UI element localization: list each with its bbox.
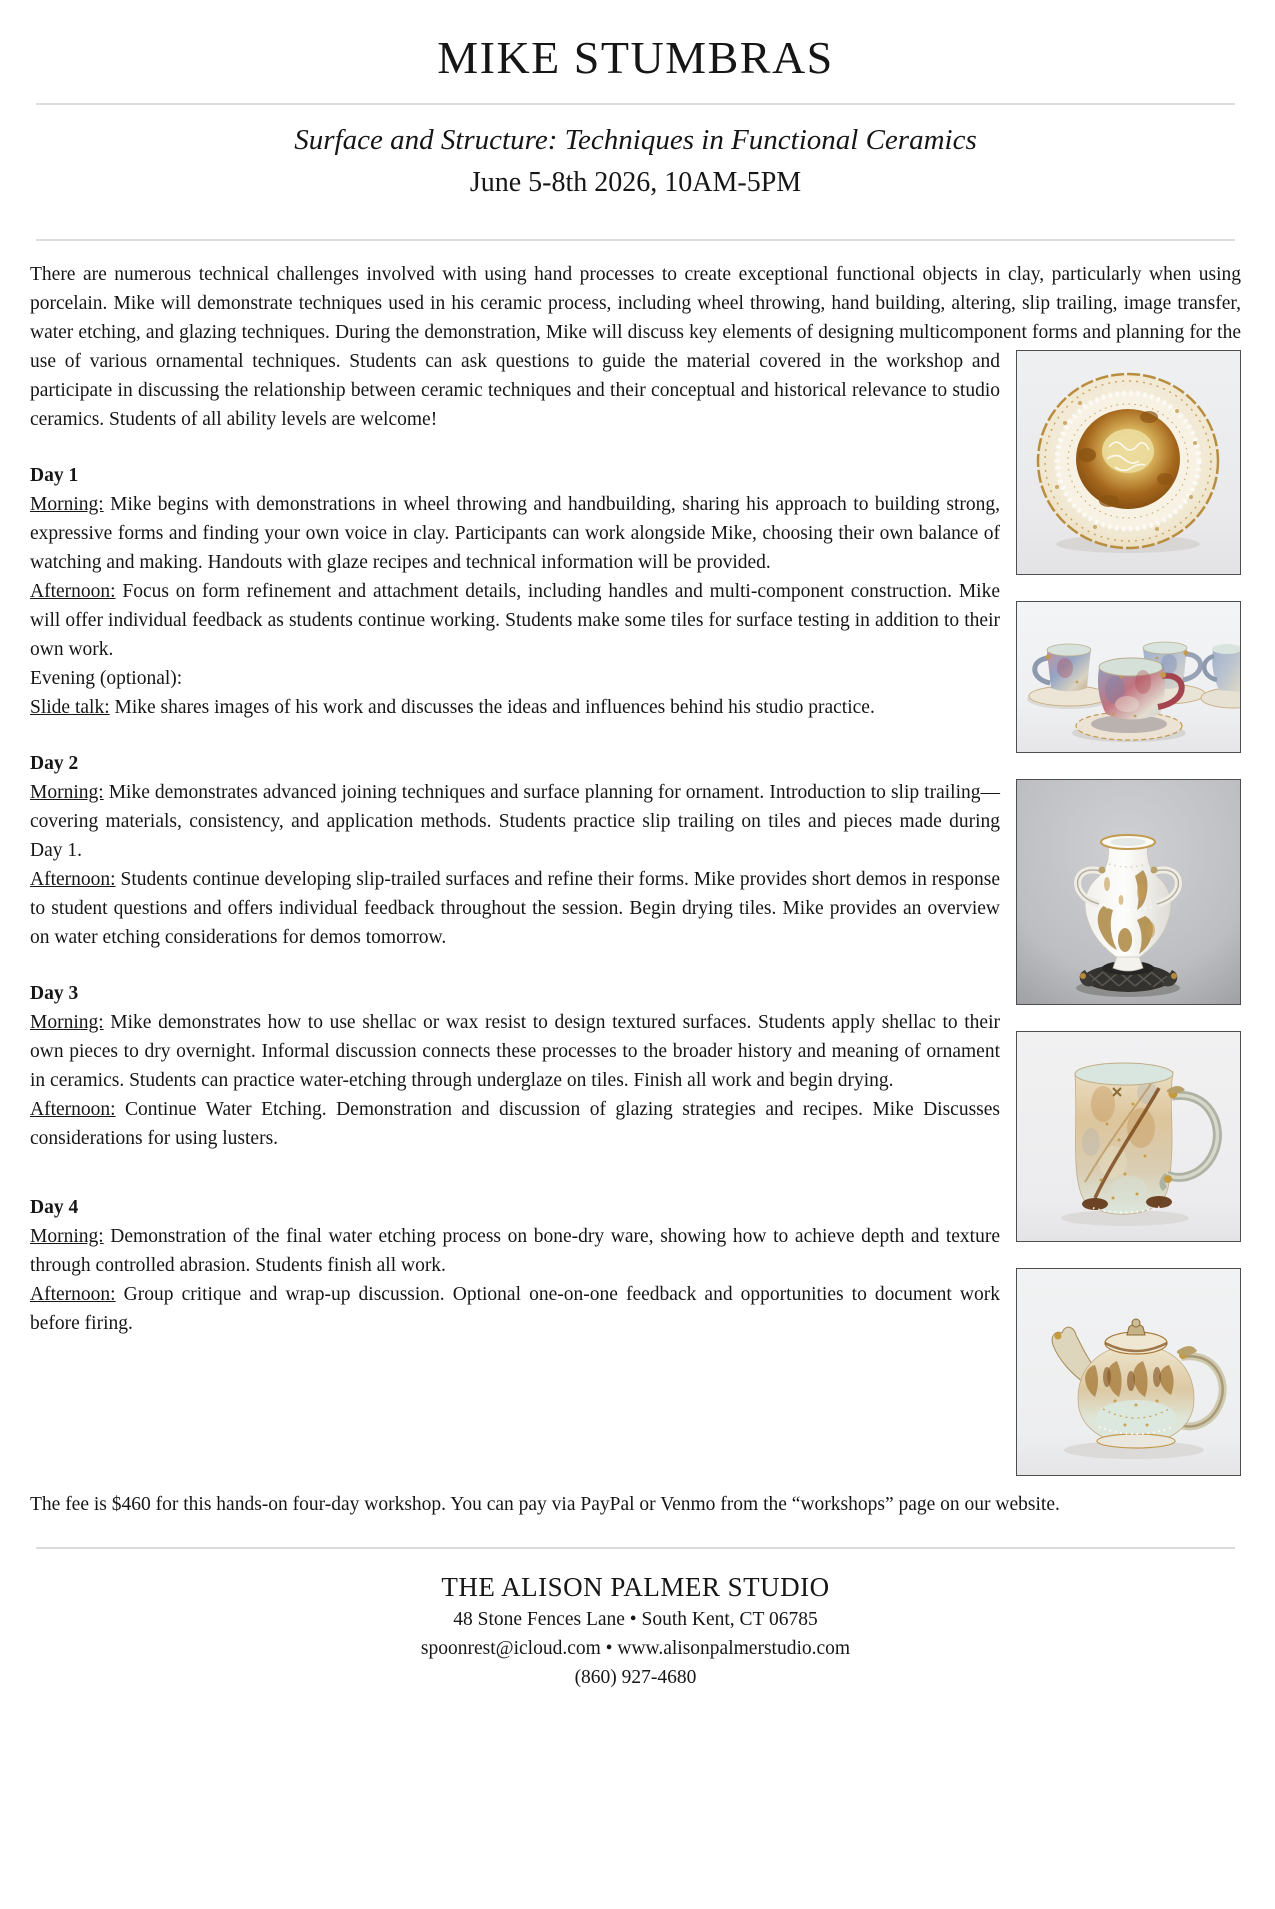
day-4-afternoon: Afternoon: Group critique and wrap-up discussion. Optional one-on-one feedback and opportunities to document work before firing. — [30, 1284, 1000, 1334]
teacups-photo — [1016, 601, 1241, 753]
morning-label: Morning: — [30, 1226, 104, 1247]
morning-label: Morning: — [30, 494, 104, 515]
flyer-body — [30, 260, 1241, 1519]
day-2-heading: Day 2 — [30, 753, 79, 774]
day-4-heading: Day 4 — [30, 1197, 79, 1218]
day-3-afternoon: Afternoon: Continue Water Etching. Demonstration and discussion of glazing strategies and recipes. Mike Discusses considerations for using lusters. — [30, 1099, 1000, 1149]
slide-talk-label: Slide talk: — [30, 697, 110, 718]
afternoon-label: Afternoon: — [30, 1284, 116, 1305]
day-3-heading: Day 3 — [30, 983, 79, 1004]
day-1-afternoon: Afternoon: Focus on form refinement and attachment details, including handles and multi-component construction. Mike will offer individual feedback as students continue working. Students make some tiles for surface testing in addition to their own work. — [30, 581, 1000, 660]
studio-contact: spoonrest@icloud.com • www.alisonpalmerstudio.com — [420, 1638, 851, 1659]
evening-label: Evening (optional): — [30, 668, 183, 689]
afternoon-label: Afternoon: — [30, 1099, 116, 1120]
morning-label: Morning: — [30, 782, 104, 803]
day-3-morning: Morning: Mike demonstrates how to use shellac or wax resist to design textured surfaces. Students apply shellac to their own pieces to dry overnight. Informal discussion connects these processes to the broader history and meaning of ornament in ceramics. Students can practice water-etching through underglaze on tiles. Finish all work and begin drying. — [30, 1012, 1000, 1091]
plate-photo — [1016, 350, 1241, 575]
morning-label: Morning: — [30, 1012, 104, 1033]
intro-text-before-photos: There are numerous technical challenges involved with using hand processes to create exceptional functional objects in clay, particularly when using porcelain. Mike will demonstrate techniques used in his ceramic process, including wheel throwing, hand building, altering, slip trailing, image transfer, water etching, and glazing techniques. During the demonstration, Mike will discuss key elements of designing multicomponent forms and planning for the use of various — [30, 264, 1241, 372]
workshop-title: Surface and Structure: Techniques in Functional Ceramics — [294, 124, 977, 156]
teacups-illustration — [1017, 602, 1240, 752]
divider-footer — [36, 1547, 1235, 1549]
workshop-date: June 5-8th 2026, 10AM-5PM — [469, 167, 802, 198]
day-1-morning: Morning: Mike begins with demonstrations in wheel throwing and handbuilding, sharing his approach to building strong, expressive forms and finding your own voice in clay. Participants can work alongside Mike, choosing their own balance of watching and making. Handouts with glaze recipes and technical information will be provided. — [30, 494, 1000, 573]
divider-top — [36, 103, 1235, 105]
intro-text-after-photos: ornamental techniques. Students can ask questions to guide the material covered in the workshop and participate in discussing the relationship between ceramic techniques and their conceptual and historical relevance to studio ceramics. Students of all ability levels are welcome! — [30, 351, 1000, 430]
vase-photo — [1016, 779, 1241, 1005]
day-2-afternoon: Afternoon: Students continue developing slip-trailed surfaces and refine their forms. Mike provides short demos in response to student questions and offers individual feedback throughout the session. Begin drying tiles. Mike provides an overview on water etching considerations for demos tomorrow. — [30, 869, 1000, 948]
mug-photo — [1016, 1031, 1241, 1242]
studio-address: 48 Stone Fences Lane • South Kent, CT 06785 — [453, 1609, 818, 1630]
afternoon-label: Afternoon: — [30, 581, 116, 602]
studio-phone: (860) 927-4680 — [574, 1667, 697, 1688]
page-title: MIKE STUMBRAS — [437, 32, 834, 83]
day-2-morning: Morning: Mike demonstrates advanced joining techniques and surface planning for ornament. Introduction to slip trailing—covering materials, consistency, and application methods. Students practice slip trailing on tiles and pieces made during Day 1. — [30, 782, 1000, 861]
mug-illustration — [1017, 1032, 1240, 1241]
photo-column — [1016, 350, 1241, 1476]
plate-illustration — [1017, 351, 1240, 574]
afternoon-label: Afternoon: — [30, 869, 116, 890]
divider-header — [36, 239, 1235, 241]
teapot-photo — [1016, 1268, 1241, 1476]
vase-illustration — [1017, 780, 1240, 1004]
day-1-heading: Day 1 — [30, 465, 79, 486]
studio-name: THE ALISON PALMER STUDIO — [441, 1572, 830, 1602]
day-1-slide-talk: Slide talk: Mike shares images of his work and discusses the ideas and influences behind his studio practice. — [30, 697, 875, 718]
teapot-illustration — [1017, 1269, 1240, 1475]
day-4-morning: Morning: Demonstration of the final water etching process on bone-dry ware, showing how to achieve depth and texture through controlled abrasion. Students finish all work. — [30, 1226, 1000, 1276]
studio-footer — [30, 1569, 1241, 1692]
fee-paragraph: The fee is $460 for this hands-on four-day workshop. You can pay via PayPal or Venmo from the “workshops” page on our website. — [30, 1494, 1060, 1515]
intro-paragraph — [30, 260, 1241, 434]
